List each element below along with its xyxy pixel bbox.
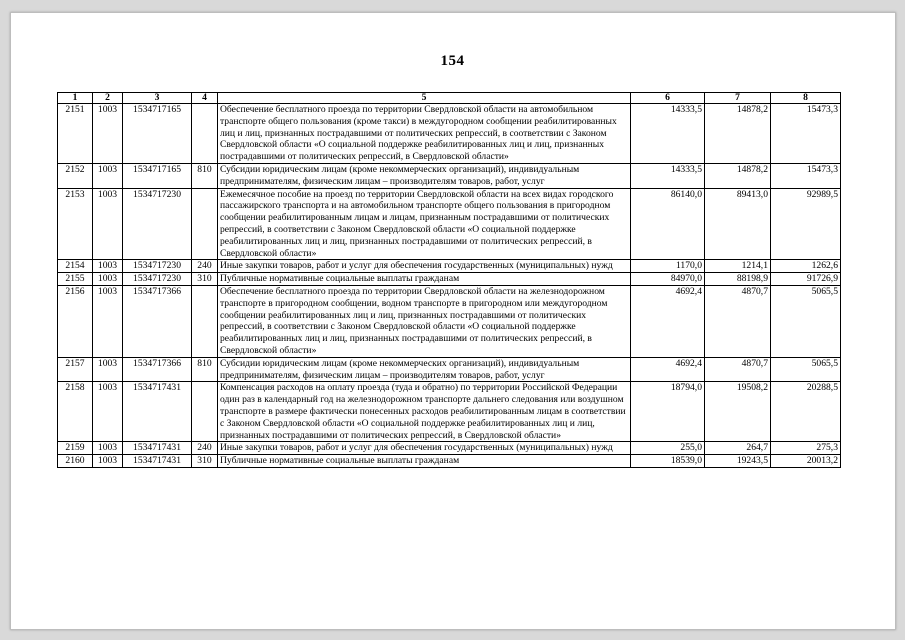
amount-col6: 1170,0 <box>631 260 705 273</box>
row-description: Субсидии юридическим лицам (кроме некоммерческих организаций), индивидуальным предпринимателям, физическим лицам – производителям товаров, работ, услуг <box>218 357 631 382</box>
amount-col7: 89413,0 <box>705 188 771 260</box>
expense-type: 310 <box>192 455 218 468</box>
amount-col8: 275,3 <box>771 442 841 455</box>
table-row <box>58 357 841 382</box>
row-description: Компенсация расходов на оплату проезда (туда и обратно) по территории Российской Федерации один раз в календарный год на железнодорожном транспорте дальнего следования или воздушном транспорте в размере фактически понесенных расходов реабилитированным лицам в соответствии с Законом Свердловской области «О социальной поддержке реабилитированных лиц и лиц, признанных пострадавшими от политических репрессий, в Свердловской области» <box>218 382 631 442</box>
expense-type: 810 <box>192 163 218 188</box>
row-description: Ежемесячное пособие на проезд по территории Свердловской области на всех видах городского пассажирского транспорта и на автомобильном транспорте общего пользования в пригородном сообщении реабилитированным лицам и лицам, признанным пострадавшими от политических репрессий, в соответствии с Законом Свердловской области «О социальной поддержке реабилитированных лиц и лиц, признанных пострадавшими от политических репрессий, в Свердловской области» <box>218 188 631 260</box>
budget-table <box>57 92 841 468</box>
row-description: Иные закупки товаров, работ и услуг для обеспечения государственных (муниципальных) нужд <box>218 442 631 455</box>
target-code: 1534717230 <box>123 260 192 273</box>
row-number: 2153 <box>58 188 93 260</box>
table-row <box>58 104 841 164</box>
expense-type: 240 <box>192 260 218 273</box>
amount-col7: 19508,2 <box>705 382 771 442</box>
amount-col6: 18539,0 <box>631 455 705 468</box>
row-description: Публичные нормативные социальные выплаты гражданам <box>218 455 631 468</box>
amount-col8: 5065,5 <box>771 357 841 382</box>
target-code: 1534717165 <box>123 104 192 164</box>
amount-col7: 14878,2 <box>705 163 771 188</box>
target-code: 1534717431 <box>123 442 192 455</box>
amount-col6: 4692,4 <box>631 357 705 382</box>
table-row <box>58 260 841 273</box>
target-code: 1534717230 <box>123 273 192 286</box>
table-row <box>58 163 841 188</box>
section-code: 1003 <box>93 260 123 273</box>
amount-col8: 20288,5 <box>771 382 841 442</box>
column-header: 6 <box>631 93 705 104</box>
amount-col6: 255,0 <box>631 442 705 455</box>
target-code: 1534717230 <box>123 188 192 260</box>
amount-col7: 88198,9 <box>705 273 771 286</box>
table-row <box>58 382 841 442</box>
row-description: Субсидии юридическим лицам (кроме некоммерческих организаций), индивидуальным предпринимателям, физическим лицам – производителям товаров, работ, услуг <box>218 163 631 188</box>
section-code: 1003 <box>93 442 123 455</box>
expense-type: 310 <box>192 273 218 286</box>
expense-type: 240 <box>192 442 218 455</box>
target-code: 1534717366 <box>123 357 192 382</box>
table-row <box>58 442 841 455</box>
amount-col7: 4870,7 <box>705 285 771 357</box>
amount-col7: 19243,5 <box>705 455 771 468</box>
expense-type <box>192 188 218 260</box>
amount-col6: 18794,0 <box>631 382 705 442</box>
target-code: 1534717165 <box>123 163 192 188</box>
amount-col6: 84970,0 <box>631 273 705 286</box>
amount-col8: 15473,3 <box>771 104 841 164</box>
amount-col7: 14878,2 <box>705 104 771 164</box>
row-description: Публичные нормативные социальные выплаты гражданам <box>218 273 631 286</box>
section-code: 1003 <box>93 285 123 357</box>
target-code: 1534717431 <box>123 455 192 468</box>
row-number: 2151 <box>58 104 93 164</box>
amount-col8: 20013,2 <box>771 455 841 468</box>
section-code: 1003 <box>93 382 123 442</box>
column-header: 1 <box>58 93 93 104</box>
amount-col8: 15473,3 <box>771 163 841 188</box>
row-number: 2159 <box>58 442 93 455</box>
section-code: 1003 <box>93 357 123 382</box>
section-code: 1003 <box>93 104 123 164</box>
target-code: 1534717366 <box>123 285 192 357</box>
row-number: 2158 <box>58 382 93 442</box>
amount-col7: 4870,7 <box>705 357 771 382</box>
row-number: 2152 <box>58 163 93 188</box>
amount-col8: 91726,9 <box>771 273 841 286</box>
amount-col8: 5065,5 <box>771 285 841 357</box>
amount-col8: 92989,5 <box>771 188 841 260</box>
expense-type <box>192 104 218 164</box>
column-header: 7 <box>705 93 771 104</box>
row-description: Обеспечение бесплатного проезда по территории Свердловской области на автомобильном транспорте общего пользования (кроме такси) в междугородном сообщении реабилитированных лиц и лиц, признанных пострадавшими от политических репрессий, в соответствии с Законом Свердловской области «О социальной поддержке реабилитированных лиц и лиц, признанных пострадавшими от политических репрессий, в Свердловской области» <box>218 104 631 164</box>
column-header: 4 <box>192 93 218 104</box>
column-header: 5 <box>218 93 631 104</box>
row-description: Обеспечение бесплатного проезда по территории Свердловской области на железнодорожном транспорте в пригородном сообщении, водном транспорте в пригородном или междугородном сообщении реабилитированных лиц и лиц, признанных пострадавшими от политических репрессий, в соответствии с Законом Свердловской области «О социальной поддержке реабилитированных лиц и лиц, признанных пострадавшими от политических репрессий, в Свердловской области» <box>218 285 631 357</box>
page-number: 154 <box>440 53 465 69</box>
section-code: 1003 <box>93 273 123 286</box>
amount-col6: 86140,0 <box>631 188 705 260</box>
expense-type <box>192 285 218 357</box>
amount-col7: 1214,1 <box>705 260 771 273</box>
table-row <box>58 273 841 286</box>
table-row <box>58 188 841 260</box>
section-code: 1003 <box>93 455 123 468</box>
section-code: 1003 <box>93 188 123 260</box>
expense-type: 810 <box>192 357 218 382</box>
amount-col6: 14333,5 <box>631 163 705 188</box>
row-number: 2155 <box>58 273 93 286</box>
column-header: 2 <box>93 93 123 104</box>
row-description: Иные закупки товаров, работ и услуг для обеспечения государственных (муниципальных) нужд <box>218 260 631 273</box>
column-header: 3 <box>123 93 192 104</box>
column-header: 8 <box>771 93 841 104</box>
amount-col6: 4692,4 <box>631 285 705 357</box>
expense-type <box>192 382 218 442</box>
amount-col8: 1262,6 <box>771 260 841 273</box>
row-number: 2154 <box>58 260 93 273</box>
table-row <box>58 285 841 357</box>
row-number: 2160 <box>58 455 93 468</box>
row-number: 2156 <box>58 285 93 357</box>
target-code: 1534717431 <box>123 382 192 442</box>
section-code: 1003 <box>93 163 123 188</box>
table-row <box>58 455 841 468</box>
amount-col6: 14333,5 <box>631 104 705 164</box>
amount-col7: 264,7 <box>705 442 771 455</box>
header-row <box>58 93 841 104</box>
row-number: 2157 <box>58 357 93 382</box>
